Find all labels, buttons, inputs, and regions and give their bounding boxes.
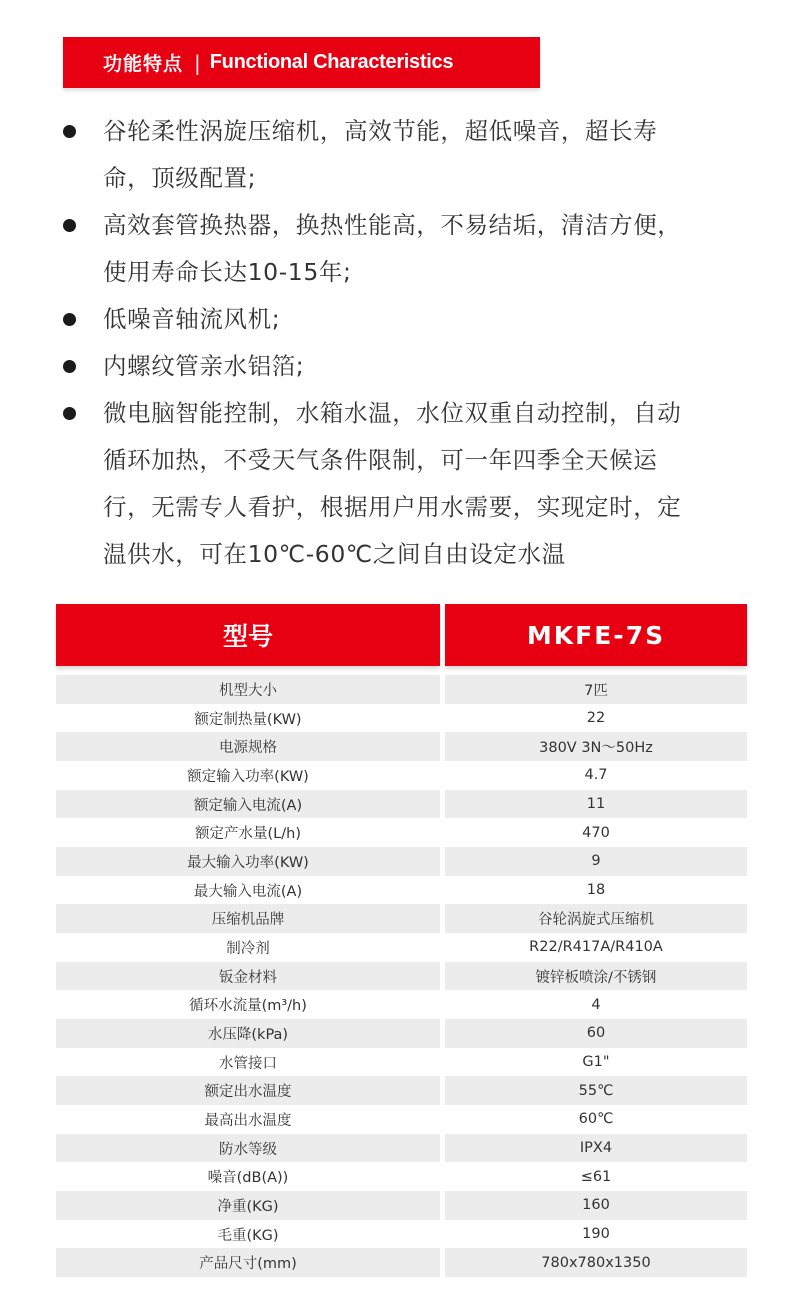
spec-value: 11 xyxy=(445,790,747,819)
feature-text-line: 低噪音轴流风机; xyxy=(103,305,281,333)
spec-label: 额定出水温度 xyxy=(56,1076,440,1105)
spec-header-label: 型号 xyxy=(56,604,440,666)
section-header-bar xyxy=(63,37,540,88)
spec-value: G1" xyxy=(582,1054,610,1071)
spec-row xyxy=(56,962,747,991)
spec-label: 压缩机品牌 xyxy=(56,904,440,933)
feature-item xyxy=(60,343,760,390)
spec-row xyxy=(56,818,747,847)
spec-label: 额定输入电流(A) xyxy=(56,790,440,819)
feature-item xyxy=(60,202,760,296)
spec-label: 产品尺寸(mm) xyxy=(56,1248,440,1277)
feature-list xyxy=(60,108,760,578)
spec-row xyxy=(56,732,747,761)
bullet-dot-icon xyxy=(63,125,76,138)
spec-label: 机型大小 xyxy=(56,675,440,704)
feature-item xyxy=(60,296,760,343)
spec-row xyxy=(56,904,747,933)
spec-row xyxy=(56,1191,747,1220)
bullet-dot-icon xyxy=(63,360,76,373)
feature-text-line: 内螺纹管亲水铝箔; xyxy=(103,352,305,380)
spec-row xyxy=(56,1019,747,1048)
spec-value: 4 xyxy=(591,996,601,1013)
spec-row xyxy=(56,1162,747,1191)
spec-label: 防水等级 xyxy=(56,1134,440,1163)
spec-value: 780x780x1350 xyxy=(445,1248,747,1277)
spec-table-body xyxy=(56,675,747,1277)
spec-row xyxy=(56,704,747,733)
spec-value: 7匹 xyxy=(445,675,747,704)
spec-value: R22/R417A/R410A xyxy=(529,939,663,956)
spec-label: 电源规格 xyxy=(56,732,440,761)
bullet-dot-icon xyxy=(63,313,76,326)
feature-text-line: 命，顶级配置; xyxy=(103,164,257,192)
spec-label: 钣金材料 xyxy=(56,962,440,991)
spec-label: 制冷剂 xyxy=(226,940,270,957)
spec-value: 4.7 xyxy=(584,767,608,784)
spec-label: 毛重(KG) xyxy=(217,1227,279,1244)
spec-value: 160 xyxy=(445,1191,747,1220)
spec-value: ≤61 xyxy=(580,1168,612,1185)
spec-value: IPX4 xyxy=(445,1134,747,1163)
spec-header-model: MKFE-7S xyxy=(445,604,747,666)
spec-value: 谷轮涡旋式压缩机 xyxy=(445,904,747,933)
feature-text-line: 行，无需专人看护，根据用户用水需要，实现定时，定 xyxy=(103,493,682,521)
spec-row xyxy=(56,1105,747,1134)
bullet-dot-icon xyxy=(63,407,76,420)
spec-value: 60 xyxy=(445,1019,747,1048)
spec-row xyxy=(56,761,747,790)
spec-label: 最高出水温度 xyxy=(204,1112,292,1129)
spec-label: 水压降(kPa) xyxy=(56,1019,440,1048)
feature-text-line: 谷轮柔性涡旋压缩机，高效节能，超低噪音，超长寿 xyxy=(103,117,658,145)
spec-value: 镀锌板喷涂/不锈钢 xyxy=(445,962,747,991)
spec-label: 额定输入功率(KW) xyxy=(187,768,309,785)
spec-label: 水管接口 xyxy=(219,1055,277,1072)
spec-row xyxy=(56,933,747,962)
feature-item xyxy=(60,390,760,578)
spec-value: 60℃ xyxy=(578,1111,614,1128)
section-title-zh: 功能特点 xyxy=(103,53,184,75)
spec-row xyxy=(56,847,747,876)
spec-row xyxy=(56,790,747,819)
spec-label: 最大输入电流(A) xyxy=(193,883,303,900)
title-separator: | xyxy=(194,50,201,75)
spec-value: 55℃ xyxy=(445,1076,747,1105)
section-title-en: Functional Characteristics xyxy=(209,51,454,73)
spec-row xyxy=(56,1248,747,1277)
spec-label: 最大输入功率(KW) xyxy=(56,847,440,876)
spec-label: 净重(KG) xyxy=(56,1191,440,1220)
spec-value: 190 xyxy=(582,1226,610,1243)
feature-text-line: 微电脑智能控制，水箱水温，水位双重自动控制，自动 xyxy=(103,399,682,427)
feature-item xyxy=(60,108,760,202)
feature-text-line: 使用寿命长达10-15年; xyxy=(103,258,352,286)
spec-value: 470 xyxy=(582,824,610,841)
spec-row xyxy=(56,1048,747,1077)
bullet-dot-icon xyxy=(63,219,76,232)
spec-label: 额定制热量(KW) xyxy=(194,711,302,728)
spec-row xyxy=(56,876,747,905)
spec-value: 18 xyxy=(586,882,606,899)
spec-row xyxy=(56,675,747,704)
spec-value: 9 xyxy=(445,847,747,876)
spec-label: 噪音(dB(A)) xyxy=(207,1170,289,1187)
spec-value: 22 xyxy=(586,710,606,726)
feature-text-line: 温供水，可在10℃-60℃之间自由设定水温 xyxy=(103,540,566,568)
spec-row xyxy=(56,1134,747,1163)
spec-row xyxy=(56,1076,747,1105)
spec-label: 额定产水量(L/h) xyxy=(195,826,301,843)
spec-label: 循环水流量(m³/h) xyxy=(189,998,307,1015)
spec-row xyxy=(56,1220,747,1249)
spec-row xyxy=(56,990,747,1019)
feature-text-line: 循环加热，不受天气条件限制，可一年四季全天候运 xyxy=(103,446,658,474)
spec-value: 380V 3N～50Hz xyxy=(445,732,747,761)
feature-text-line: 高效套管换热器，换热性能高，不易结垢，清洁方便， xyxy=(103,211,682,239)
